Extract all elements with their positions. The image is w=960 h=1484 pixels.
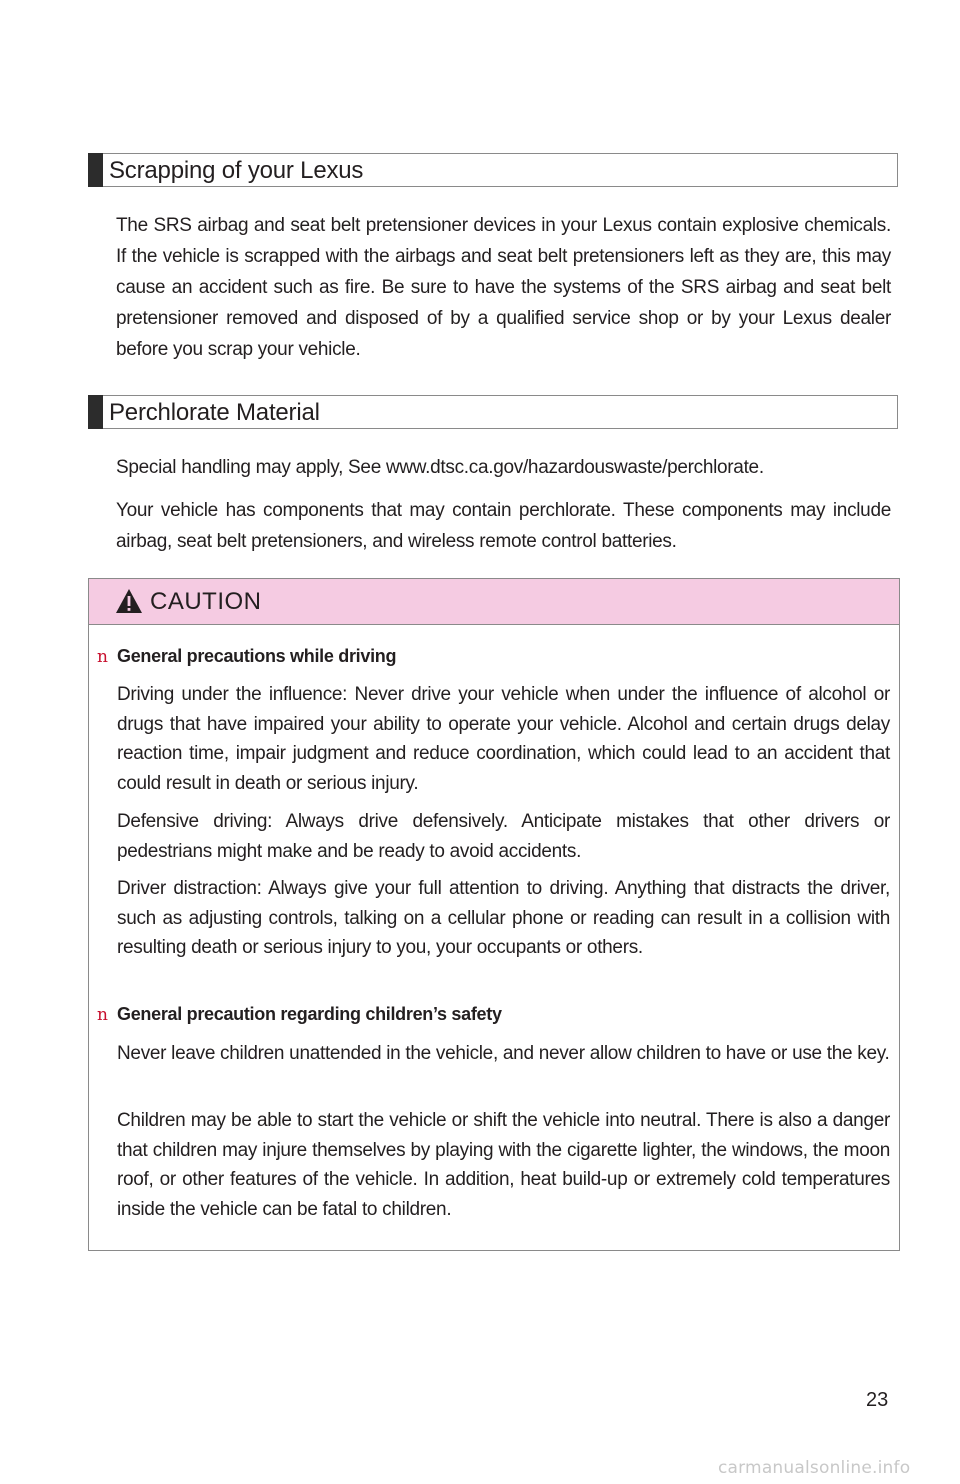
section-header-bar: [88, 395, 103, 429]
warning-triangle-icon: [115, 588, 143, 614]
bullet-marker: n: [97, 1005, 108, 1025]
caution-paragraph: Children may be able to start the vehicle or shift the vehicle into neutral. There is also a danger that children may injure themselves by playing with the cigarette lighter, the windows, the moon roof, or other features of the vehicle. In addition, heat build-up or extremely cold temperatures inside the vehicle can be fatal to children.: [117, 1110, 890, 1220]
watermark: carmanualsonline.info: [718, 1458, 911, 1478]
caution-item-title: General precaution regarding children’s safety: [117, 1004, 502, 1024]
page-number: 23: [866, 1389, 889, 1411]
section-header-scrapping: [88, 153, 898, 187]
section-header-bar: [88, 153, 103, 187]
caution-paragraph: Defensive driving: Always drive defensively. Anticipate mistakes that other drivers or pedestrians might make and be ready to avoid accidents.: [117, 811, 890, 862]
caution-item-heading: [97, 646, 396, 667]
section-title: Scrapping of your Lexus: [109, 157, 364, 184]
caution-title: CAUTION: [150, 588, 262, 615]
caution-paragraph: Driving under the influence: Never drive your vehicle when under the influence of alcohol or drugs that have impaired your ability to operate your vehicle. Alcohol and certain drugs delay reaction time, impair judgment and reduce coordination, which could lead to an accident that could result in death or serious injury.: [117, 684, 890, 794]
caution-item-heading: [97, 1004, 502, 1025]
scrapping-paragraph: The SRS airbag and seat belt pretensioner devices in your Lexus contain explosive chemicals. If the vehicle is scrapped with the airbags and seat belt pretensioners left as they are, this may cause an accident such as fire. Be sure to have the systems of the SRS airbag and seat belt pretensioner removed and disposed of by a qualified service shop or by your Lexus dealer before you scrap your vehicle.: [116, 215, 891, 360]
caution-header: [89, 579, 899, 625]
section-header-perchlorate: [88, 395, 898, 429]
caution-item-title: General precautions while driving: [117, 646, 397, 666]
caution-paragraph: Driver distraction: Always give your full attention to driving. Anything that distracts the driver, such as adjusting controls, talking on a cellular phone or reading can result in a collision with resulting death or serious injury to you, your occupants or others.: [117, 878, 890, 958]
caution-paragraph: Never leave children unattended in the vehicle, and never allow children to have or use the key.: [117, 1043, 890, 1064]
section-title: Perchlorate Material: [109, 399, 320, 426]
bullet-marker: n: [97, 647, 108, 667]
perchlorate-paragraph-1: Special handling may apply, See www.dtsc.ca.gov/hazardouswaste/perchlorate.: [116, 457, 764, 478]
caution-box: [88, 578, 900, 1251]
perchlorate-paragraph-2: Your vehicle has components that may contain perchlorate. These components may include airbag, seat belt pretensioners, and wireless remote control batteries.: [116, 500, 891, 552]
